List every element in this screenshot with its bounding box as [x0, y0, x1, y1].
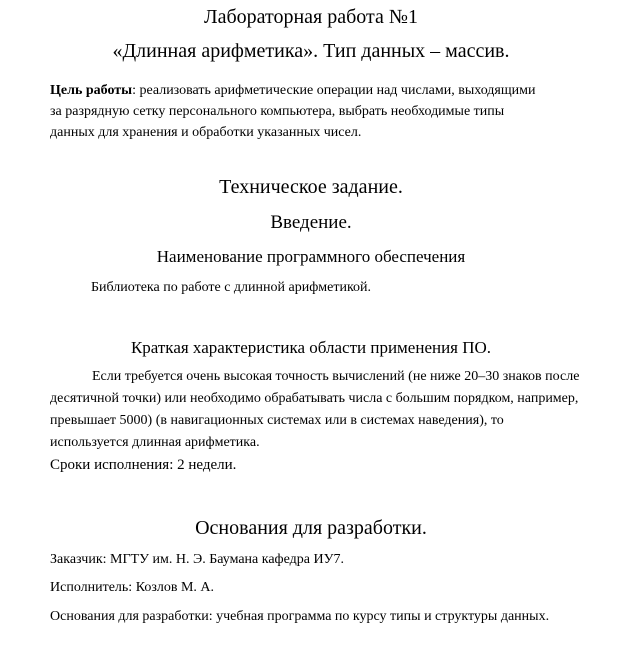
goal-paragraph — [50, 80, 550, 143]
grounds-text: Основания для разработки: учебная программа по курсу типы и структуры данных. — [50, 609, 550, 624]
executor-text: Исполнитель: Козлов М. А. — [50, 580, 215, 595]
customer-text: Заказчик: МГТУ им. Н. Э. Баумана кафедра ИУ7. — [50, 552, 345, 567]
software-name-text: Библиотека по работе с длинной арифметикой. — [91, 280, 372, 295]
goal-text: : реализовать арифметические операции над числами, выходящими за разрядную сетку персонального компьютера, выбрать необходимые типы данных для хранения и обработки указанных чисел. — [50, 83, 536, 140]
lab-subtitle: «Длинная арифметика». Тип данных – массив. — [112, 40, 510, 62]
deadline-text: Сроки исполнения: 2 недели. — [50, 457, 237, 473]
lab-title: Лабораторная работа №1 — [204, 6, 418, 28]
scope-text: Если требуется очень высокая точность вычислений (не ниже 20–30 знаков после десятичной точки) или необходимо обрабатывать числа с большим порядком, например, превышает 5000) (в навигационных системах или в системах наведения), то используется длинная арифметика. — [50, 369, 580, 450]
scope-heading: Краткая характеристика области применения ПО. — [130, 338, 492, 357]
basis-heading: Основания для разработки. — [195, 517, 427, 539]
intro-heading: Введение. — [270, 212, 352, 233]
software-name-heading: Наименование программного обеспечения — [156, 247, 466, 266]
goal-label: Цель работы — [50, 83, 133, 98]
spec-heading: Техническое задание. — [219, 176, 403, 198]
